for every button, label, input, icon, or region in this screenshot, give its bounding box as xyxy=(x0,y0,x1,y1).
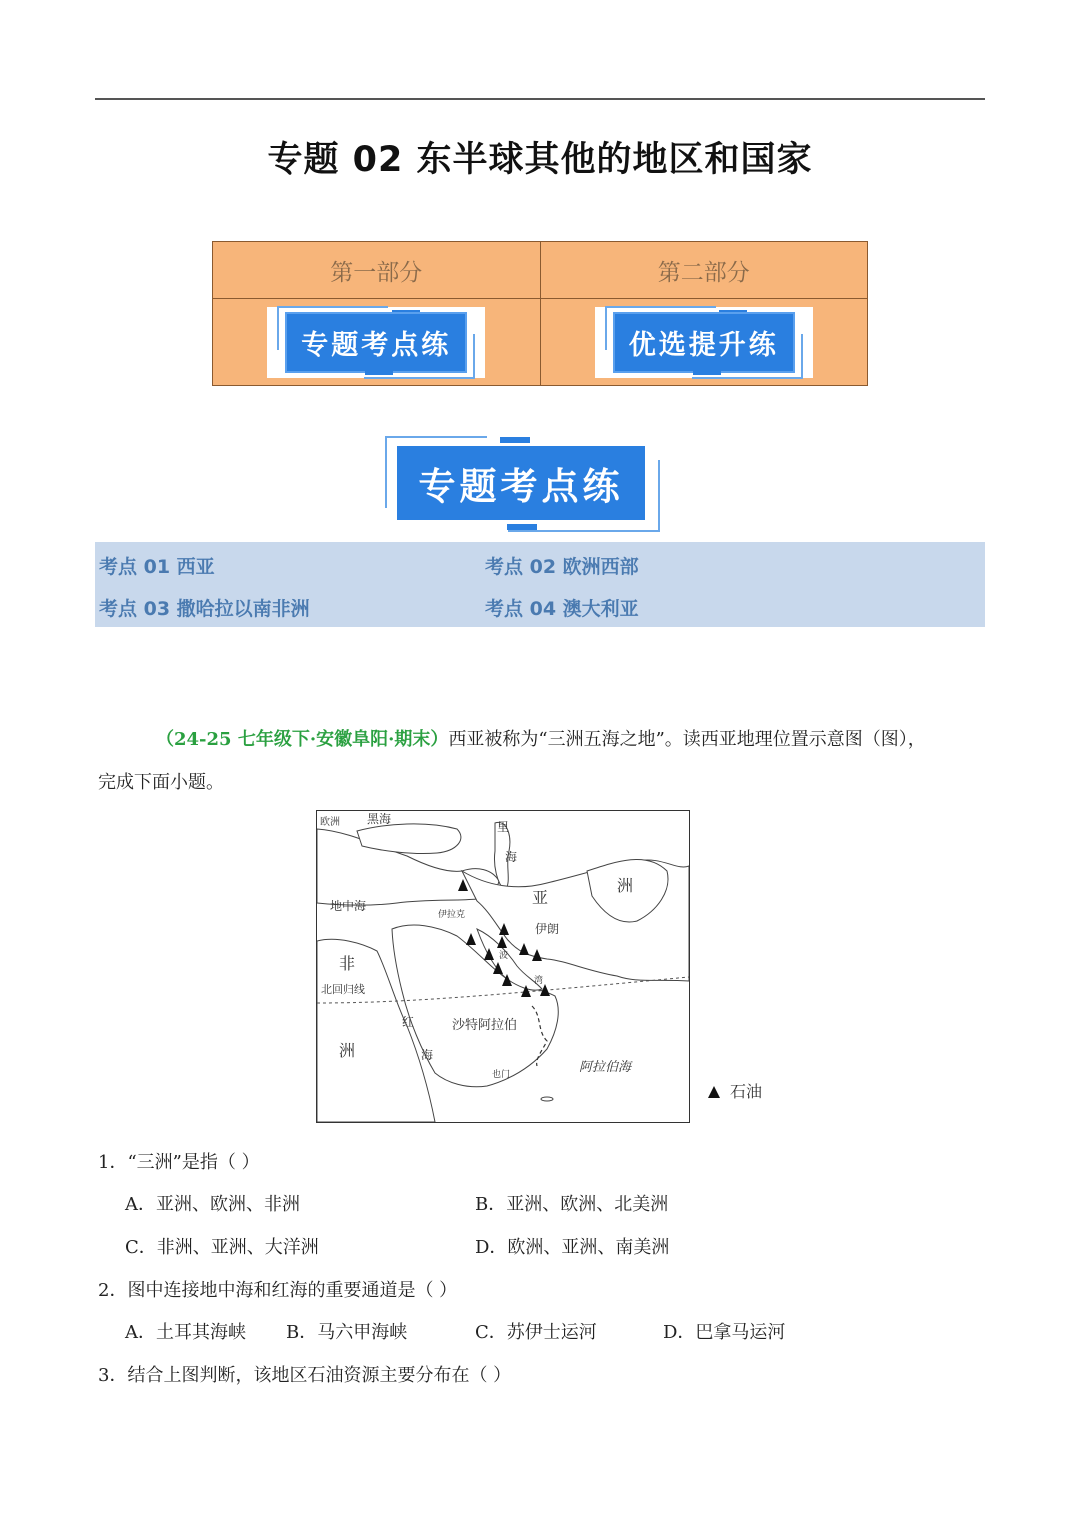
parts-table xyxy=(212,241,868,386)
label-arabian-sea: 阿拉伯海 xyxy=(579,1060,632,1075)
question-3-stem: 3．结合上图判断，该地区石油资源主要分布在（ ） xyxy=(98,1365,512,1386)
label-red-1: 红 xyxy=(402,1015,415,1029)
top-rule xyxy=(95,98,985,100)
label-mediterranean: 地中海 xyxy=(330,899,367,913)
point-link-1[interactable]: 考点 01 西亚 xyxy=(99,556,215,578)
point-link-3[interactable]: 考点 03 撒哈拉以南非洲 xyxy=(99,598,310,620)
label-caspian-1: 里 xyxy=(497,820,510,834)
label-asia-1: 亚 xyxy=(532,888,549,907)
question-intro xyxy=(98,718,988,804)
part1-label: 第一部分 xyxy=(213,242,541,299)
label-saudi: 沙特阿拉伯 xyxy=(452,1018,518,1033)
part2-label: 第二部分 xyxy=(540,242,868,299)
label-red-2: 海 xyxy=(421,1048,434,1062)
label-tropic: 北回归线 xyxy=(321,983,365,996)
question-2-stem: 2．图中连接地中海和红海的重要通道是（ ） xyxy=(98,1280,458,1301)
label-qatar: 湾 xyxy=(534,976,544,986)
west-asia-map xyxy=(316,810,690,1123)
question-1-option-b[interactable]: B．亚洲、欧洲、北美洲 xyxy=(475,1194,669,1215)
label-africa-2: 洲 xyxy=(339,1041,356,1060)
part2-badge-frame xyxy=(595,307,813,378)
map-legend xyxy=(708,1079,762,1102)
label-black-sea: 黑海 xyxy=(367,812,392,826)
intro-text-1: 西亚被称为“三洲五海之地”。读西亚地理位置示意图（图）， xyxy=(448,729,926,750)
question-1-option-a[interactable]: A．亚洲、欧洲、非洲 xyxy=(125,1194,300,1215)
label-yemen: 也门 xyxy=(492,1070,511,1080)
part1-cell xyxy=(213,299,541,386)
label-africa-1: 非 xyxy=(339,954,356,973)
question-1-stem: 1．“三洲”是指（ ） xyxy=(98,1152,260,1173)
part1-badge-frame xyxy=(267,307,485,378)
question-1-option-d[interactable]: D．欧洲、亚洲、南美洲 xyxy=(475,1237,670,1258)
intro-text-2: 完成下面小题。 xyxy=(98,772,224,793)
legend-oil-label: 石油 xyxy=(730,1082,763,1101)
label-asia-2: 洲 xyxy=(617,876,634,895)
label-europe: 欧洲 xyxy=(320,817,340,828)
part1-badge[interactable]: 专题考点练 xyxy=(285,312,467,373)
label-iran: 伊朗 xyxy=(535,922,560,936)
points-box xyxy=(95,542,985,627)
question-2-option-b[interactable]: B．马六甲海峡 xyxy=(286,1322,408,1343)
part2-cell xyxy=(540,299,868,386)
section-badge-frame xyxy=(385,436,660,532)
part2-badge[interactable]: 优选提升练 xyxy=(613,312,795,373)
oil-icon xyxy=(708,1086,720,1098)
question-2-option-a[interactable]: A．土耳其海峡 xyxy=(125,1322,246,1343)
question-2-option-c[interactable]: C．苏伊士运河 xyxy=(475,1322,597,1343)
label-gulf: 波 xyxy=(499,951,509,961)
question-source: （24-25 七年级下·安徽阜阳·期末） xyxy=(156,729,449,750)
section-badge: 专题考点练 xyxy=(397,446,645,520)
question-1-option-c[interactable]: C．非洲、亚洲、大洋洲 xyxy=(125,1237,319,1258)
label-caspian-2: 海 xyxy=(505,850,518,864)
label-iraq: 伊拉克 xyxy=(438,910,466,920)
question-2-option-d[interactable]: D．巴拿马运河 xyxy=(663,1322,786,1343)
point-link-4[interactable]: 考点 04 澳大利亚 xyxy=(485,598,639,620)
map-svg xyxy=(317,811,689,1122)
page-title: 专题 02 东半球其他的地区和国家 xyxy=(267,140,813,180)
point-link-2[interactable]: 考点 02 欧洲西部 xyxy=(485,556,639,578)
